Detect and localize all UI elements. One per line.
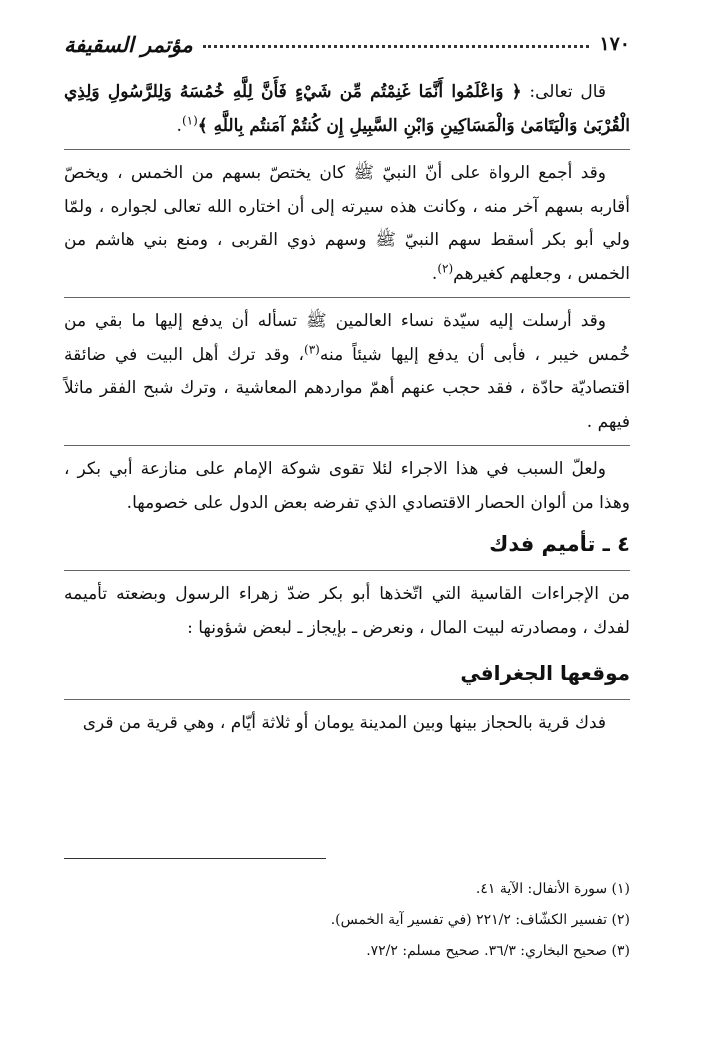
header-dotted-leader	[203, 45, 590, 48]
quran-verse: ﴿ وَاعْلَمُوا أَنَّمَا غَنِمْتُم مِّن شَيْءٍ فَأَنَّ لِلَّهِ خُمُسَهُ وَلِلرَّسُولِ وَلِذِي الْقُرْبَىٰ وَالْيَتَامَىٰ وَالْمَسَاكِينِ وَابْنِ السَّبِيلِ إِن كُنتُمْ آمَنتُم بِاللَّهِ ﴾	[64, 82, 630, 136]
footnote-ref-1[interactable]: (١)	[181, 112, 198, 127]
footnote-item	[64, 905, 630, 936]
paragraph-nationalization	[64, 578, 630, 645]
footnote-ref-3[interactable]: (٣)	[304, 341, 320, 356]
footnote-number: (٣)	[611, 943, 630, 959]
paragraph-text: وقد أجمع الرواة على أنّ النبيّ ﷺ كان يختصّ بسهم من الخمس ، ويخصّ أقاربه بسهم آخر منه ، وكانت هذه سيرته إلى أن اختاره الله تعالى لجواره ، ولمّا ولي أبو بكر أسقط سهم النبيّ ﷺ وسهم ذوي القربى ، ومنع بني هاشم من الخمس ، وجعلهم كغيرهم	[64, 163, 630, 284]
paragraph-divider	[64, 149, 630, 150]
page-number: ١٧٠	[599, 33, 630, 55]
footnotes	[64, 874, 630, 967]
paragraph-text: ولعلّ السبب في هذا الاجراء لئلا تقوى شوكة الإمام على منازعة أبي بكر ، وهذا من ألوان الحصار الاقتصادي الذي تفرضه بعض الدول على خصومها.	[64, 459, 630, 513]
footnote-text: تفسير الكشّاف: ٢٢١/٢ (في تفسير آية الخمس).	[330, 912, 608, 928]
footnote-item	[64, 936, 630, 967]
paragraph-khaybar	[64, 305, 630, 439]
paragraph-khums	[64, 157, 630, 291]
paragraph-text-continued: ، وقد ترك أهل البيت في ضائقة اقتصاديّة حادّة ، فقد حجب عنهم أهمّ مواردهم المعاشية ، وترك شبح الفقر ماثلاً فيهم .	[64, 344, 630, 432]
verse-lead: قال تعالى:	[521, 82, 606, 102]
footnote-text: صحيح البخاري: ٣٦/٣. صحيح مسلم: ٧٢/٢.	[366, 943, 608, 959]
section-title: ٤ ـ تأميم فدك	[489, 532, 630, 556]
footnote-ref-2[interactable]: (٢)	[437, 260, 454, 275]
paragraph-divider	[64, 445, 630, 446]
paragraph-reason	[64, 453, 630, 520]
footnote-separator	[64, 858, 326, 859]
book-page	[64, 22, 630, 959]
paragraph-location	[64, 707, 630, 741]
section-divider	[64, 570, 630, 571]
subsection-divider	[64, 699, 630, 700]
paragraph-end: .	[431, 263, 438, 284]
footnote-number: (١)	[611, 881, 630, 897]
paragraph-text: وقد أرسلت إليه سيّدة نساء العالمين ﷺ تسأله أن يدفع إليها ما بقي من خُمس خيبر ، فأبى أن يدفع إليها شيئاً منه	[64, 311, 630, 365]
footnote-text: سورة الأنفال: الآية ٤١.	[475, 881, 608, 897]
paragraph-text: فدك قرية بالحجاز بينها وبين المدينة يومان أو ثلاثة أيّام ، وهي قرية من قرى	[82, 713, 606, 733]
paragraph-end: .	[176, 115, 182, 136]
page-header	[64, 22, 630, 66]
paragraph-divider	[64, 297, 630, 298]
paragraph-text: من الإجراءات القاسية التي اتّخذها أبو بكر ضدّ زهراء الرسول وبضعته تأميمه لفدك ، ومصادرته لبيت المال ، ونعرض ـ بإيجاز ـ لبعض شؤونها :	[64, 584, 630, 638]
paragraph-verse	[64, 76, 630, 143]
subsection-title: موقعها الجغرافي	[460, 661, 630, 685]
running-title: مؤتمر السقيفة	[64, 31, 193, 57]
footnote-number: (٢)	[611, 912, 630, 928]
footnote-item	[64, 874, 630, 905]
